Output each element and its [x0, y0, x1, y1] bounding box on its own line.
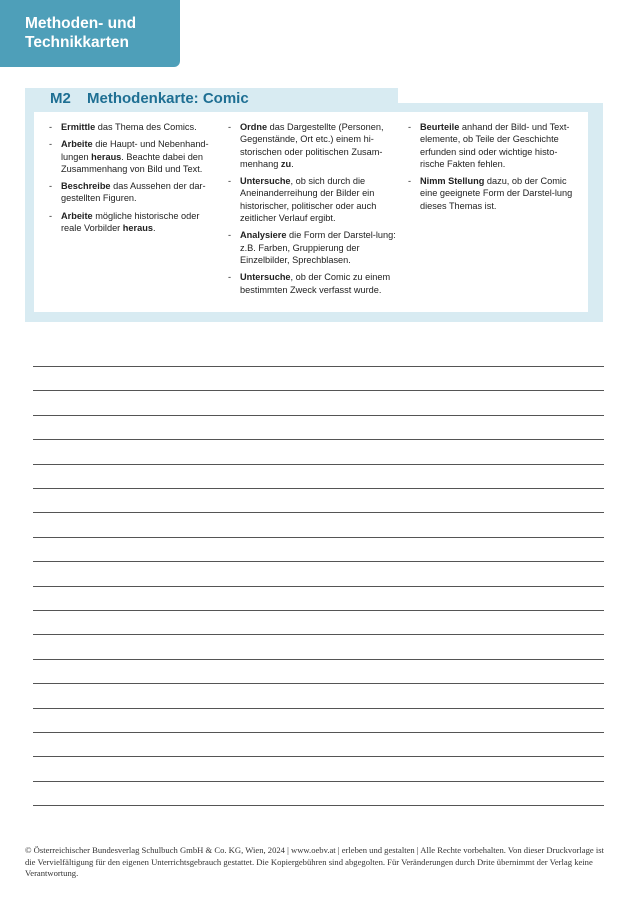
- task-item: [228, 229, 398, 266]
- task-text: die Haupt- und Nebenhand-lungen: [61, 139, 209, 162]
- task-item: [49, 121, 219, 133]
- task-verb: Arbeite: [61, 210, 93, 221]
- writing-line: [33, 732, 604, 733]
- bullet-dash: -: [228, 176, 232, 187]
- section-header-tab: [0, 0, 180, 67]
- task-verb: Analysiere: [240, 230, 287, 241]
- task-item: [49, 138, 219, 175]
- writing-line: [33, 390, 604, 391]
- writing-line: [33, 781, 604, 782]
- card-column-1: [49, 121, 219, 239]
- task-text-end: . Beachte dabei den Zusammenhang von Bild und Text.: [61, 151, 204, 174]
- task-item: [49, 180, 219, 205]
- writing-line: [33, 512, 604, 513]
- writing-line: [33, 488, 604, 489]
- task-text: das Aussehen der dar-gestellten Figuren.: [61, 181, 206, 204]
- writing-line: [33, 439, 604, 440]
- task-verb: Ordne: [240, 122, 268, 132]
- bullet-dash: -: [408, 176, 412, 187]
- task-text: das Thema des Comics.: [95, 122, 197, 132]
- task-text: mögliche historische oder reale Vorbilder: [61, 210, 200, 234]
- task-item: [228, 121, 398, 170]
- task-item: [408, 121, 580, 170]
- writing-line: [33, 659, 604, 660]
- writing-line: [33, 586, 604, 587]
- task-text: , ob der Comic zu einem bestimmten Zweck verfasst wurde.: [240, 272, 391, 295]
- task-text: , ob sich durch die Aneinanderreihung der Bilder ein historischer, politischer oder auch zeitlicher Verlauf ergibt.: [240, 176, 377, 224]
- bullet-dash: -: [49, 139, 53, 150]
- task-verb: Beurteile: [420, 122, 460, 132]
- task-text: dazu, ob der Comic eine geeignete Form der Darstel-lung dieses Themas ist.: [420, 176, 573, 211]
- task-text-end: .: [152, 223, 156, 234]
- task-verb: Untersuche: [240, 272, 291, 283]
- writing-line: [33, 756, 604, 757]
- task-verb-particle: heraus: [122, 223, 153, 234]
- task-verb-particle: heraus: [91, 151, 122, 162]
- card-title: Methodenkarte: Comic: [87, 90, 249, 107]
- bullet-dash: -: [49, 210, 53, 221]
- writing-line: [33, 537, 604, 538]
- task-item: [408, 175, 580, 212]
- card-column-2: [228, 121, 398, 301]
- writing-line: [33, 561, 604, 562]
- bullet-dash: -: [49, 181, 53, 192]
- writing-line: [33, 464, 604, 465]
- task-text: anhand der Bild- und Text-elemente, ob Teile der Geschichte erfunden sind oder wichtige histo-rische Fakten fehlen.: [420, 122, 570, 169]
- writing-line: [33, 610, 604, 611]
- writing-line: [33, 634, 604, 635]
- writing-line: [33, 415, 604, 416]
- bullet-dash: -: [408, 122, 412, 132]
- method-card-tab: [25, 88, 398, 113]
- task-verb: Arbeite: [61, 139, 93, 150]
- task-item: [49, 210, 219, 235]
- task-verb: Ermittle: [61, 122, 96, 132]
- task-verb: Untersuche: [240, 176, 291, 187]
- task-item: [228, 271, 398, 296]
- bullet-dash: -: [228, 122, 232, 132]
- copyright-footer: © Österreichischer Bundesverlag Schulbuch GmbH & Co. KG, Wien, 2024 | www.oebv.at | erleben und gestalten | Alle Rechte vorbehalten. Von dieser Druckvorlage ist die Vervielfältigung für den eigenen Unterrichtsgebrauch gestattet. Die Kopiergebühren sind abgegolten. Für Veränderungen durch Drite übernimmt der Verlag keine Verantwortung.: [25, 845, 604, 879]
- bullet-dash: -: [228, 272, 232, 283]
- section-title: Methoden- und Technikkarten: [25, 15, 137, 51]
- card-code: M2: [50, 90, 71, 107]
- task-verb: Beschreibe: [61, 181, 111, 192]
- task-verb-particle: zu: [280, 158, 292, 169]
- writing-line: [33, 805, 604, 806]
- bullet-dash: -: [49, 122, 53, 132]
- card-column-3: [408, 121, 580, 217]
- writing-line: [33, 708, 604, 709]
- task-text: die Form der Darstel-lung: z.B. Farben, Gruppierung der Einzelbilder, Sprechblasen.: [240, 230, 396, 265]
- task-text-end: .: [291, 158, 294, 169]
- writing-line: [33, 683, 604, 684]
- task-text: das Dargestellte (Personen, Gegenstände, Ort etc.) einem hi-storischen oder politischen Zusam-menhang: [240, 122, 384, 169]
- task-item: [228, 175, 398, 224]
- task-verb: Nimm Stellung: [420, 176, 485, 187]
- bullet-dash: -: [228, 230, 232, 241]
- writing-line: [33, 366, 604, 367]
